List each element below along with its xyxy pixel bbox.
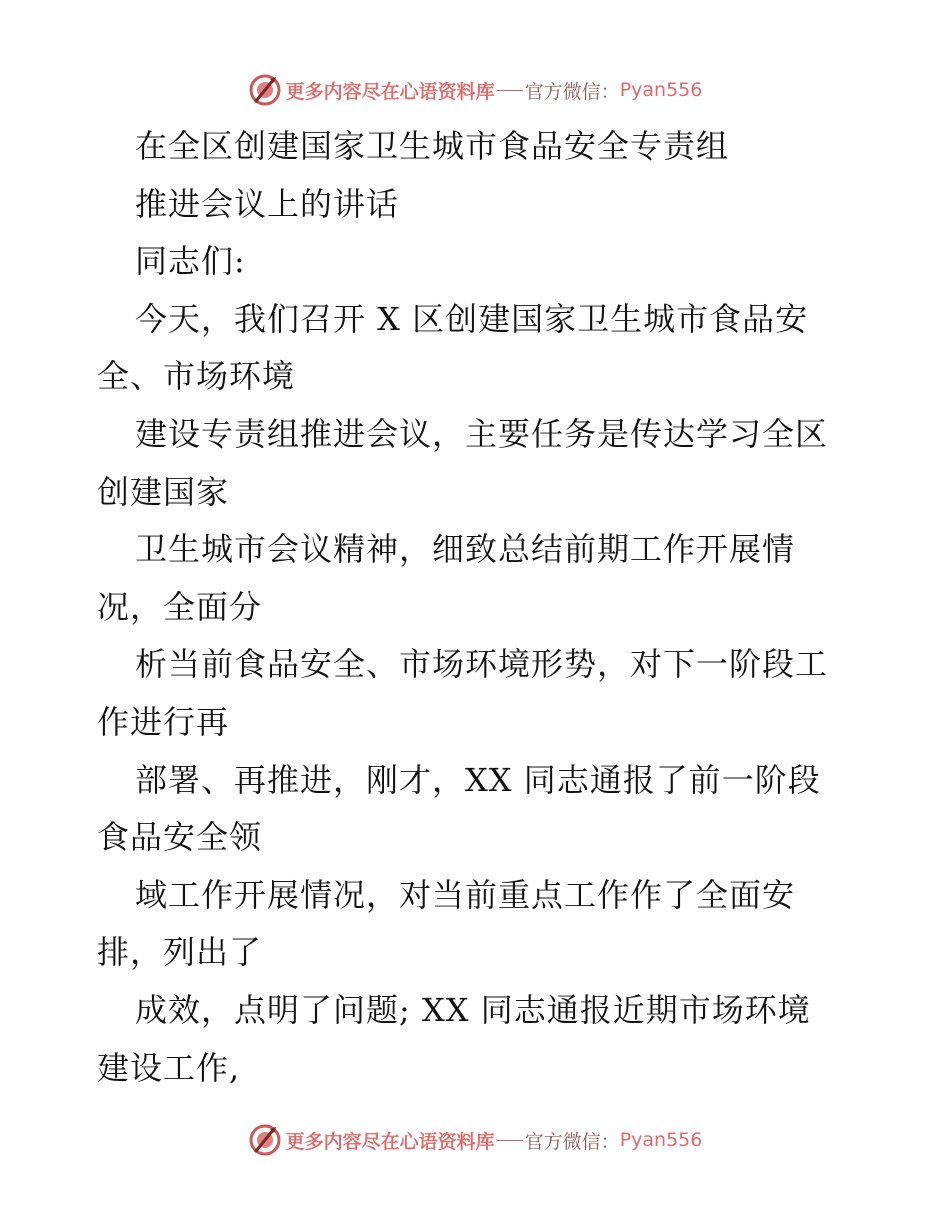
doc-line: 卫生城市会议精神，细致总结前期工作开展情 xyxy=(135,530,796,569)
doc-line: 今天，我们召开 X 区创建国家卫生城市食品安 xyxy=(135,299,809,338)
doc-line: 成效，点明了问题; XX 同志通报近期市场环境 xyxy=(135,990,811,1029)
watermark-dash xyxy=(497,1140,523,1141)
watermark-wechat-id: Pyan556 xyxy=(619,79,703,101)
doc-line: 创建国家 xyxy=(97,472,230,511)
doc-line: 析当前食品安全、市场环境形势，对下一阶段工 xyxy=(135,645,829,684)
doc-line: 建设工作, xyxy=(97,1048,241,1087)
watermark-title: 更多内容尽在心语资料库 xyxy=(285,80,495,103)
watermark-wechat-label: 官方微信： xyxy=(524,1130,620,1153)
watermark-wechat-id: Pyan556 xyxy=(619,1129,703,1151)
doc-line: 食品安全领 xyxy=(97,818,263,857)
doc-line: 建设专责组推进会议，主要任务是传达学习全区 xyxy=(135,414,829,453)
doc-line: 全、市场环境 xyxy=(97,357,296,396)
quill-seal-icon xyxy=(248,1123,282,1157)
doc-line: 域工作开展情况，对当前重点工作作了全面安 xyxy=(135,875,796,914)
doc-line: 况，全面分 xyxy=(97,587,263,626)
doc-line: 作进行再 xyxy=(97,702,230,741)
watermark-title: 更多内容尽在心语资料库 xyxy=(285,1130,495,1153)
document-body xyxy=(97,118,867,1097)
doc-title-line-1: 在全区创建国家卫生城市食品安全专责组 xyxy=(135,127,730,165)
doc-line: 排，列出了 xyxy=(97,933,263,972)
doc-line: 部署、再推进，刚才，XX 同志通报了前一阶段 xyxy=(135,760,821,799)
footer-watermark xyxy=(0,1122,950,1158)
doc-title-line-2: 推进会议上的讲话 xyxy=(135,184,400,223)
watermark-dash xyxy=(497,90,523,91)
header-watermark xyxy=(0,72,950,108)
watermark-wechat-label: 官方微信： xyxy=(524,80,620,103)
doc-salutation: 同志们: xyxy=(135,242,246,281)
quill-seal-icon xyxy=(248,73,282,107)
